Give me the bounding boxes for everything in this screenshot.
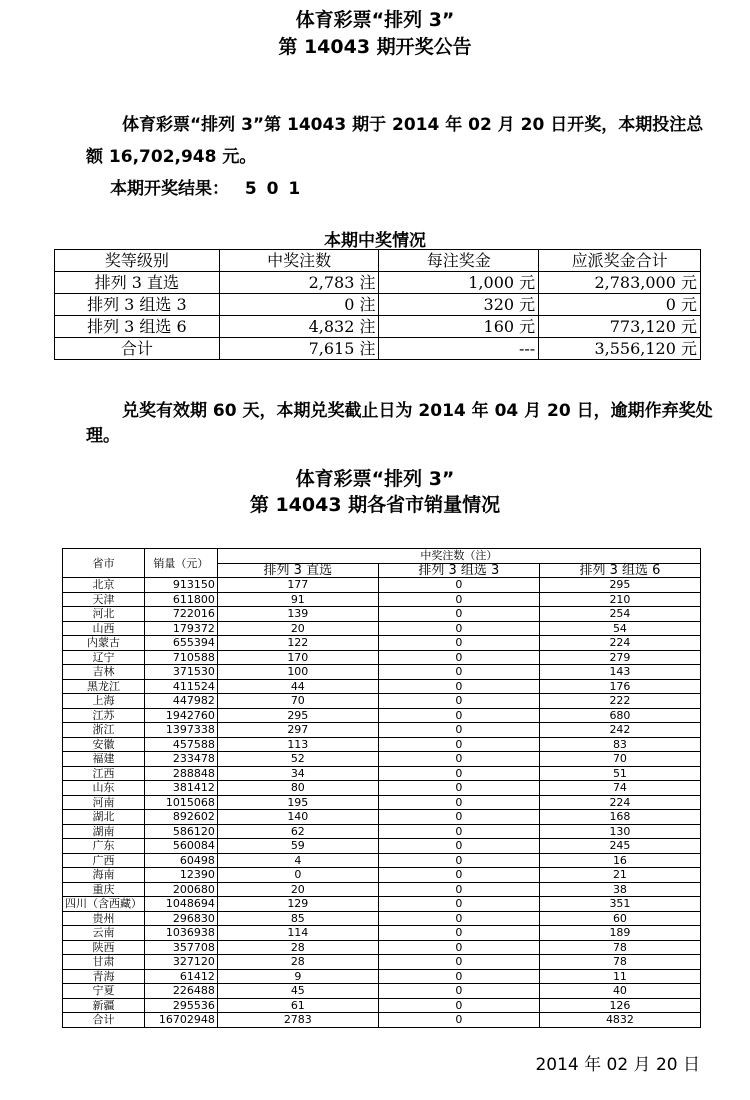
prize-table <box>54 249 701 360</box>
prize-cell-count: 4,832 注 <box>219 316 379 338</box>
sales-cell-province: 内蒙古 <box>63 636 145 651</box>
sales-cell-group3: 0 <box>378 853 539 868</box>
result-label: 本期开奖结果： <box>110 179 229 199</box>
sales-row <box>63 969 701 984</box>
sales-header-group3: 排列 3 组选 3 <box>378 563 539 578</box>
sales-cell-group3: 0 <box>378 636 539 651</box>
sales-cell-group3: 0 <box>378 839 539 854</box>
prize-cell-total: 773,120 元 <box>539 316 701 338</box>
prize-row <box>55 338 701 360</box>
sales-cell-sales: 226488 <box>145 984 218 999</box>
sales-cell-direct: 170 <box>217 650 378 665</box>
sales-cell-group6: 242 <box>539 723 700 738</box>
sales-cell-group3: 0 <box>378 592 539 607</box>
announcement-subtitle: 第 14043 期开奖公告 <box>278 36 472 58</box>
sales-cell-direct: 20 <box>217 882 378 897</box>
sales-cell-group3: 0 <box>378 650 539 665</box>
sales-cell-group3: 0 <box>378 810 539 825</box>
sales-cell-group6: 351 <box>539 897 700 912</box>
sales-row <box>63 897 701 912</box>
prize-cell-count: 2,783 注 <box>219 272 379 294</box>
sales-title: 体育彩票“排列 3” <box>295 468 455 490</box>
sales-cell-direct: 9 <box>217 969 378 984</box>
sales-cell-group6: 130 <box>539 824 700 839</box>
intro-line-1: 体育彩票“排列 3”第 14043 期于 2014 年 02 月 20 日开奖，本期投注总 <box>122 115 704 135</box>
sales-row <box>63 955 701 970</box>
prize-cell-count: 0 注 <box>219 294 379 316</box>
notice-line-2: 理。 <box>86 426 120 446</box>
sales-cell-sales: 327120 <box>145 955 218 970</box>
sales-cell-group3: 0 <box>378 752 539 767</box>
sales-cell-direct: 20 <box>217 621 378 636</box>
sales-row <box>63 665 701 680</box>
sales-cell-province: 江西 <box>63 766 145 781</box>
sales-cell-group6: 279 <box>539 650 700 665</box>
result-value: 5 0 1 <box>244 179 303 199</box>
sales-cell-sales: 371530 <box>145 665 218 680</box>
sales-row <box>63 795 701 810</box>
sales-cell-group6: 78 <box>539 940 700 955</box>
sales-cell-direct: 140 <box>217 810 378 825</box>
sales-cell-sales: 447982 <box>145 694 218 709</box>
sales-cell-direct: 62 <box>217 824 378 839</box>
sales-cell-group6: 70 <box>539 752 700 767</box>
sales-row <box>63 868 701 883</box>
sales-cell-province: 海南 <box>63 868 145 883</box>
announcement-title: 体育彩票“排列 3” <box>295 9 455 31</box>
sales-cell-direct: 52 <box>217 752 378 767</box>
sales-cell-sales: 411524 <box>145 679 218 694</box>
sales-cell-group6: 74 <box>539 781 700 796</box>
prize-cell-level: 排列 3 组选 6 <box>55 316 220 338</box>
sales-row <box>63 853 701 868</box>
sales-row <box>63 766 701 781</box>
sales-cell-sales: 457588 <box>145 737 218 752</box>
sales-cell-sales: 60498 <box>145 853 218 868</box>
sales-cell-group6: 222 <box>539 694 700 709</box>
sales-cell-direct: 295 <box>217 708 378 723</box>
sales-cell-sales: 1397338 <box>145 723 218 738</box>
sales-cell-sales: 288848 <box>145 766 218 781</box>
prize-table-header <box>55 250 701 272</box>
sales-cell-group6: 224 <box>539 636 700 651</box>
sales-row <box>63 708 701 723</box>
sales-cell-group3: 0 <box>378 998 539 1013</box>
sales-cell-sales: 357708 <box>145 940 218 955</box>
sales-row <box>63 578 701 593</box>
prize-row <box>55 272 701 294</box>
sales-header-sales: 销量（元） <box>145 549 218 578</box>
sales-cell-direct: 4 <box>217 853 378 868</box>
sales-cell-province: 河南 <box>63 795 145 810</box>
header-total: 应派奖金合计 <box>539 250 701 272</box>
sales-row <box>63 607 701 622</box>
prize-cell-total: 0 元 <box>539 294 701 316</box>
sales-cell-province: 河北 <box>63 607 145 622</box>
sales-cell-direct: 28 <box>217 940 378 955</box>
sales-header-direct: 排列 3 直选 <box>217 563 378 578</box>
sales-cell-group6: 4832 <box>539 1013 700 1028</box>
sales-cell-province: 广东 <box>63 839 145 854</box>
sales-cell-sales: 16702948 <box>145 1013 218 1028</box>
prize-cell-prize: 1,000 元 <box>379 272 539 294</box>
result-line <box>110 177 302 201</box>
sales-cell-province: 天津 <box>63 592 145 607</box>
prize-cell-level: 排列 3 直选 <box>55 272 220 294</box>
sales-header-winners: 中奖注数（注） <box>217 549 700 564</box>
sales-cell-group3: 0 <box>378 911 539 926</box>
sales-cell-group6: 168 <box>539 810 700 825</box>
sales-cell-province: 青海 <box>63 969 145 984</box>
sales-cell-group6: 21 <box>539 868 700 883</box>
prize-cell-count: 7,615 注 <box>219 338 379 360</box>
sales-row <box>63 621 701 636</box>
sales-row <box>63 882 701 897</box>
sales-cell-sales: 233478 <box>145 752 218 767</box>
sales-cell-group3: 0 <box>378 766 539 781</box>
sales-cell-group3: 0 <box>378 984 539 999</box>
prize-cell-prize: 320 元 <box>379 294 539 316</box>
sales-cell-province: 四川（含西藏） <box>63 897 145 912</box>
sales-cell-direct: 85 <box>217 911 378 926</box>
sales-cell-province: 山东 <box>63 781 145 796</box>
sales-cell-province: 湖南 <box>63 824 145 839</box>
sales-cell-province: 新疆 <box>63 998 145 1013</box>
sales-cell-direct: 44 <box>217 679 378 694</box>
sales-table <box>62 548 701 1028</box>
sales-cell-group3: 0 <box>378 926 539 941</box>
sales-cell-sales: 179372 <box>145 621 218 636</box>
prize-cell-total: 3,556,120 元 <box>539 338 701 360</box>
sales-cell-group6: 210 <box>539 592 700 607</box>
sales-cell-direct: 195 <box>217 795 378 810</box>
sales-cell-sales: 381412 <box>145 781 218 796</box>
sales-cell-group6: 54 <box>539 621 700 636</box>
sales-subtitle: 第 14043 期各省市销量情况 <box>249 494 501 516</box>
sales-cell-group6: 295 <box>539 578 700 593</box>
sales-cell-group6: 83 <box>539 737 700 752</box>
sales-cell-direct: 59 <box>217 839 378 854</box>
sales-row <box>63 650 701 665</box>
sales-cell-group6: 40 <box>539 984 700 999</box>
sales-cell-direct: 100 <box>217 665 378 680</box>
prize-row <box>55 316 701 338</box>
sales-cell-group3: 0 <box>378 607 539 622</box>
sales-cell-group6: 254 <box>539 607 700 622</box>
sales-cell-sales: 1036938 <box>145 926 218 941</box>
sales-cell-sales: 560084 <box>145 839 218 854</box>
sales-cell-province: 山西 <box>63 621 145 636</box>
sales-cell-province: 广西 <box>63 853 145 868</box>
sales-cell-sales: 655394 <box>145 636 218 651</box>
sales-cell-group3: 0 <box>378 955 539 970</box>
sales-cell-group3: 0 <box>378 679 539 694</box>
sales-cell-group6: 16 <box>539 853 700 868</box>
sales-cell-direct: 177 <box>217 578 378 593</box>
intro-line-2: 额 16,702,948 元。 <box>86 147 257 167</box>
sales-cell-province: 福建 <box>63 752 145 767</box>
sales-cell-sales: 12390 <box>145 868 218 883</box>
prize-cell-level: 合计 <box>55 338 220 360</box>
sales-cell-group6: 680 <box>539 708 700 723</box>
sales-cell-group3: 0 <box>378 969 539 984</box>
sales-cell-group6: 51 <box>539 766 700 781</box>
sales-cell-direct: 34 <box>217 766 378 781</box>
sales-cell-group3: 0 <box>378 621 539 636</box>
sales-row <box>63 824 701 839</box>
sales-cell-province: 安徽 <box>63 737 145 752</box>
sales-cell-group6: 38 <box>539 882 700 897</box>
sales-cell-sales: 295536 <box>145 998 218 1013</box>
sales-row <box>63 636 701 651</box>
sales-cell-group3: 0 <box>378 578 539 593</box>
sales-cell-direct: 114 <box>217 926 378 941</box>
sales-cell-group3: 0 <box>378 708 539 723</box>
sales-cell-direct: 28 <box>217 955 378 970</box>
sales-cell-sales: 586120 <box>145 824 218 839</box>
sales-cell-direct: 91 <box>217 592 378 607</box>
sales-row <box>63 679 701 694</box>
notice-line-1: 兑奖有效期 60 天，本期兑奖截止日为 2014 年 04 月 20 日，逾期作弃奖处 <box>122 401 713 421</box>
sales-cell-group3: 0 <box>378 737 539 752</box>
prize-row <box>55 294 701 316</box>
sales-row <box>63 998 701 1013</box>
sales-cell-group6: 126 <box>539 998 700 1013</box>
sales-row <box>63 737 701 752</box>
sales-row <box>63 839 701 854</box>
sales-cell-province: 宁夏 <box>63 984 145 999</box>
sales-cell-direct: 129 <box>217 897 378 912</box>
header-level: 奖等级别 <box>55 250 220 272</box>
sales-cell-group3: 0 <box>378 824 539 839</box>
sales-cell-group6: 245 <box>539 839 700 854</box>
sales-cell-direct: 70 <box>217 694 378 709</box>
sales-cell-direct: 45 <box>217 984 378 999</box>
prize-cell-level: 排列 3 组选 3 <box>55 294 220 316</box>
sales-cell-group3: 0 <box>378 795 539 810</box>
sales-row <box>63 926 701 941</box>
sales-row <box>63 810 701 825</box>
sales-cell-sales: 1015068 <box>145 795 218 810</box>
sales-cell-group3: 0 <box>378 665 539 680</box>
sales-header-group6: 排列 3 组选 6 <box>539 563 700 578</box>
sales-row <box>63 984 701 999</box>
sales-cell-group6: 78 <box>539 955 700 970</box>
sales-cell-province: 江苏 <box>63 708 145 723</box>
sales-cell-group3: 0 <box>378 694 539 709</box>
sales-cell-group3: 0 <box>378 723 539 738</box>
sales-cell-province: 云南 <box>63 926 145 941</box>
sales-row <box>63 592 701 607</box>
announcement-date: 2014 年 02 月 20 日 <box>535 1055 700 1075</box>
sales-cell-group3: 0 <box>378 940 539 955</box>
sales-row <box>63 911 701 926</box>
sales-cell-direct: 61 <box>217 998 378 1013</box>
sales-row <box>63 1013 701 1028</box>
prize-cell-total: 2,783,000 元 <box>539 272 701 294</box>
sales-cell-sales: 722016 <box>145 607 218 622</box>
sales-cell-sales: 200680 <box>145 882 218 897</box>
sales-cell-group6: 176 <box>539 679 700 694</box>
sales-row <box>63 694 701 709</box>
sales-cell-sales: 296830 <box>145 911 218 926</box>
sales-cell-province: 辽宁 <box>63 650 145 665</box>
sales-row <box>63 781 701 796</box>
sales-cell-direct: 122 <box>217 636 378 651</box>
sales-cell-direct: 297 <box>217 723 378 738</box>
sales-cell-direct: 113 <box>217 737 378 752</box>
sales-cell-sales: 1048694 <box>145 897 218 912</box>
sales-cell-group6: 189 <box>539 926 700 941</box>
sales-cell-province: 黑龙江 <box>63 679 145 694</box>
sales-cell-group6: 143 <box>539 665 700 680</box>
sales-cell-group3: 0 <box>378 781 539 796</box>
sales-cell-direct: 139 <box>217 607 378 622</box>
sales-row <box>63 723 701 738</box>
sales-row <box>63 752 701 767</box>
sales-cell-province: 甘肃 <box>63 955 145 970</box>
header-prize: 每注奖金 <box>379 250 539 272</box>
sales-cell-province: 合计 <box>63 1013 145 1028</box>
header-count: 中奖注数 <box>219 250 379 272</box>
sales-cell-province: 浙江 <box>63 723 145 738</box>
prize-table-caption: 本期中奖情况 <box>324 231 426 251</box>
sales-cell-province: 陕西 <box>63 940 145 955</box>
sales-header-province: 省市 <box>63 549 145 578</box>
sales-cell-sales: 710588 <box>145 650 218 665</box>
sales-cell-sales: 611800 <box>145 592 218 607</box>
sales-cell-sales: 913150 <box>145 578 218 593</box>
sales-cell-group6: 224 <box>539 795 700 810</box>
sales-cell-province: 吉林 <box>63 665 145 680</box>
sales-cell-sales: 61412 <box>145 969 218 984</box>
sales-cell-sales: 892602 <box>145 810 218 825</box>
sales-cell-province: 上海 <box>63 694 145 709</box>
sales-cell-group3: 0 <box>378 868 539 883</box>
sales-cell-group3: 0 <box>378 897 539 912</box>
sales-cell-province: 贵州 <box>63 911 145 926</box>
sales-cell-direct: 2783 <box>217 1013 378 1028</box>
prize-cell-prize: --- <box>379 338 539 360</box>
sales-cell-group3: 0 <box>378 882 539 897</box>
sales-cell-province: 北京 <box>63 578 145 593</box>
sales-cell-group6: 11 <box>539 969 700 984</box>
prize-cell-prize: 160 元 <box>379 316 539 338</box>
sales-cell-group6: 60 <box>539 911 700 926</box>
sales-cell-province: 重庆 <box>63 882 145 897</box>
sales-cell-direct: 0 <box>217 868 378 883</box>
sales-cell-group3: 0 <box>378 1013 539 1028</box>
sales-cell-sales: 1942760 <box>145 708 218 723</box>
sales-cell-direct: 80 <box>217 781 378 796</box>
sales-cell-province: 湖北 <box>63 810 145 825</box>
sales-row <box>63 940 701 955</box>
